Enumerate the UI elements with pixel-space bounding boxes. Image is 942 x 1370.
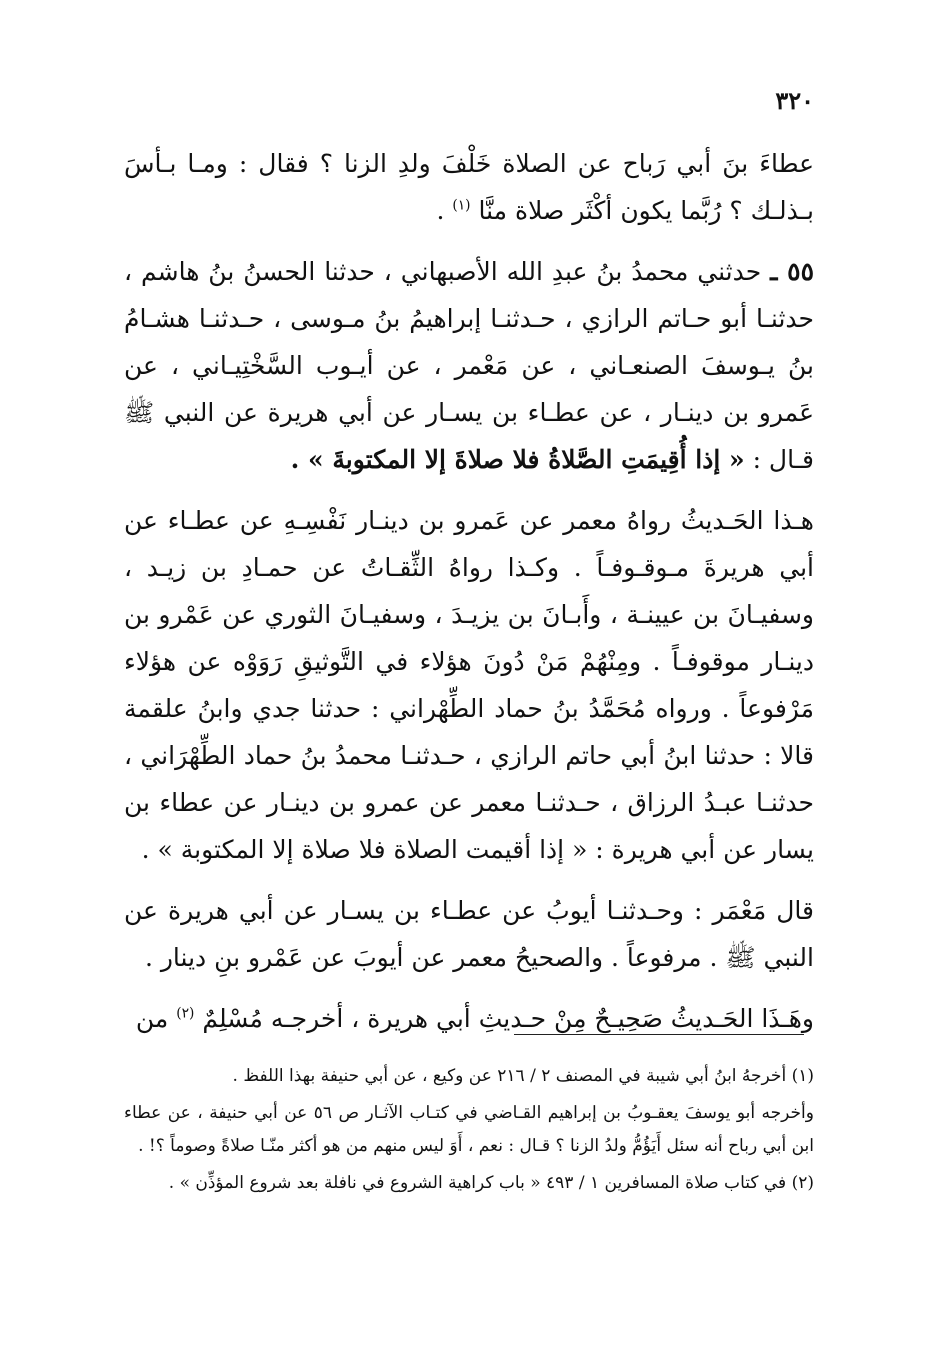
paragraph-text: قال مَعْمَر : وحـدثنـا أيوبُ عن عطـاء بن يسـار عن أبي هريرة عن النبي ﷺ . مرفوعاً . والصحيحُ معمر عن أيوبَ عن عَمْرو بنِ دينار . xyxy=(124,896,814,972)
footnote-text: وأخرجه أبو يوسفَ يعقـوبُ بن إبراهيم القـاضي في كتـاب الآثـار ص ٥٦ عن أبي حنيفة ، عن عطاء ابن أبي رباح أنه سئل أَيَؤُمُّ ولدُ الزنا ؟ قـال : نعم ، أَوَ ليس منهم من هو أكثر منّـا صلاةً وصوماً ؟! . xyxy=(124,1103,814,1156)
hadith-quote: « إذا أُقِيمَتِ الصَّلاةُ فلا صلاةَ إلا المكتوبةَ » . xyxy=(290,445,745,474)
footnote-number: (١) xyxy=(791,1066,814,1086)
commentary-paragraph xyxy=(124,497,814,873)
paragraph-continuation xyxy=(124,140,814,234)
paragraph-text: هـذا الحَـديثُ رواهُ معمر عن عَمرو بن دينـار نَفْسِـهِ عن عطـاء عن أبي هريرةَ مـوقـوفـاً . وكـذا رواهُ الثِّقـاتُ عن حمـادِ بن زيـد ، وسفيـانَ بن عيينـة ، وأَبـانَ بن يزيـدَ ، وسفيـانَ الثوري عن عَمْرو بن دينـار موقوفـاً . ومِنْهُمْ مَنْ دُونَ هؤلاء في التَّوثيقِ رَوَوْه عن هؤلاء مَرْفوعاً . ورواه مُحَمَّدُ بنُ حماد الطِّهْراني : حدثنا جدي وابنُ علقمة قالا : حدثنا ابنُ أبي حاتم الرازي ، حـدثنـا محمدُ بنُ حماد الطِّهْرَاني ، حدثنـا عبـدُ الرزاق ، حـدثنـا معمر عن عمرو بن دينـار عن عطاء بن يسار عن أبي هريرة : « إذا أقيمت الصلاة فلا صلاة إلا المكتوبة » . xyxy=(124,506,814,864)
paragraph-tail: من xyxy=(135,1004,169,1033)
footnote xyxy=(124,1097,814,1163)
footnote-number: (٢) xyxy=(791,1173,814,1193)
paragraph-tail: . xyxy=(436,196,445,225)
footnote-ref: (١) xyxy=(452,197,471,214)
footnote-divider xyxy=(514,1034,804,1035)
footnote-ref: (٢) xyxy=(176,1005,195,1022)
paragraph-text: عطاءَ بنَ أبي رَباح عن الصلاة خَلْفَ ولدِ الزنا ؟ فقال : ومـا بـأسَ بـذلـك ؟ رُبَّما يكون أكْثَر صلاة منَّا xyxy=(124,149,814,225)
footnote xyxy=(124,1060,814,1093)
footnote xyxy=(124,1167,814,1200)
paragraph-text: حدثني محمدُ بنُ عبدِ الله الأصبهاني ، حدثنا الحسنُ بنُ هاشم ، حدثنـا أبو حـاتم الرازي ، حـدثنـا إبراهيمُ بنُ مـوسى ، حـدثنـا هشـامُ بنُ يـوسفَ الصنعـاني ، عن مَعْمر ، عن أيـوب السَّخْتِيـاني ، عن عَمرو بن دينـار ، عن عطـاء بن يسـار عن أبي هريرة عن النبي ﷺ قـال : xyxy=(124,257,814,474)
commentary-paragraph xyxy=(124,887,814,981)
hadith-number: ٥٥ ـ xyxy=(770,257,815,286)
footnote-text: في كتاب صلاة المسافرين ١ / ٤٩٣ « باب كراهية الشروع في نافلة بعد شروع المؤذِّن » . xyxy=(168,1173,787,1193)
hadith-paragraph xyxy=(124,248,814,483)
main-text xyxy=(124,140,814,1042)
footnotes xyxy=(124,1060,814,1200)
paragraph-text: وهَـذَا الحَـديثُ صَحِيـحٌ مِنْ حـديثِ أبي هريرة ، أخرجـه مُسْلِمٌ xyxy=(202,1004,814,1033)
footnote-text: أخرجهُ ابنُ أبي شيبة في المصنف ٢ / ٢١٦ عن وكيع ، عن أبي حنيفة بهذا اللفظ . xyxy=(232,1066,787,1086)
page-number: ٣٢٠ xyxy=(775,86,814,115)
